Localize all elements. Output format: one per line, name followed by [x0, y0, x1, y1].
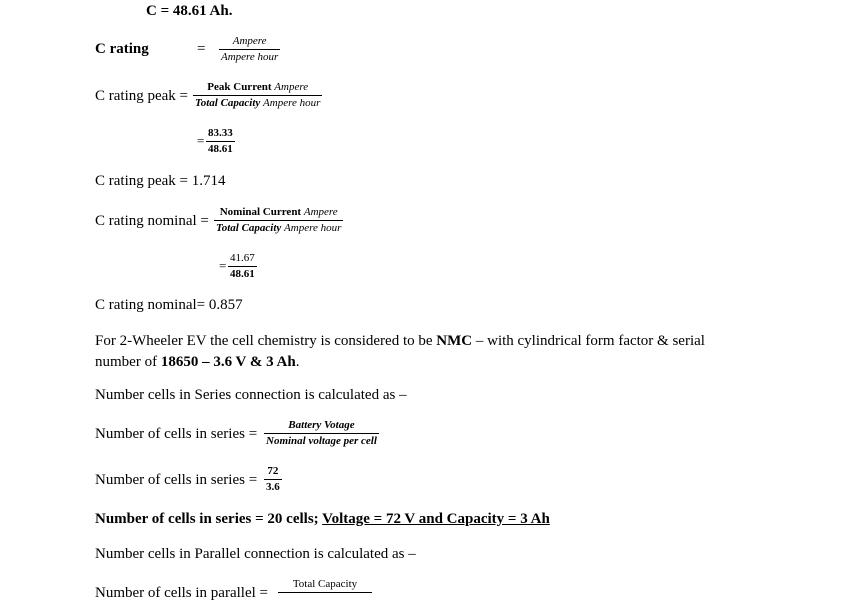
fraction-numerator: 72 — [267, 465, 279, 477]
equals-sign: = — [219, 258, 227, 273]
c-rating-nominal-label: C rating nominal = — [95, 213, 209, 229]
equals-sign: = — [197, 41, 206, 57]
fraction-denominator: Total Capacity Ampere hour — [216, 222, 342, 234]
series-intro: Number cells in Series connection is calculated as – — [95, 387, 407, 403]
fraction-denominator: 48.61 — [230, 268, 255, 280]
series-values-fraction — [264, 465, 282, 494]
fraction-numerator: Peak Current Ampere — [207, 81, 309, 93]
series-result: Number of cells in series = 20 cells; Voltage = 72 V and Capacity = 3 Ah — [95, 511, 550, 527]
c-rating-peak-result: C rating peak = 1.714 — [95, 173, 226, 189]
fraction-numerator: Battery Votage — [288, 419, 355, 431]
equals-sign: = — [197, 133, 205, 148]
fraction-numerator: Total Capacity — [292, 578, 358, 590]
series-formula-fraction — [264, 419, 379, 448]
c-rating-peak-label: C rating peak = — [95, 88, 189, 104]
series-formula-label: Number of cells in series = — [95, 426, 258, 442]
cell-chemistry-paragraph: For 2-Wheeler EV the cell chemistry is considered to be NMC – with cylindrical form factor & serial number of 18650 – 3.6 V & 3 Ah. — [95, 333, 705, 370]
fraction-denominator: 48.61 — [208, 143, 233, 155]
fraction-numerator: Ampere — [232, 35, 267, 47]
fraction-numerator: 41.67 — [230, 252, 255, 264]
fraction-denominator: Ampere hour — [221, 51, 279, 63]
series-values-label: Number of cells in series = — [95, 472, 258, 488]
parallel-formula-fraction — [278, 578, 372, 607]
c-rating-nominal-values-fraction — [228, 252, 257, 281]
c-rating-peak-fraction — [193, 81, 322, 110]
c-rating-nominal-result: C rating nominal= 0.857 — [95, 297, 243, 313]
c-rating-fraction — [219, 35, 280, 64]
fraction-denominator: 3.6 — [266, 481, 280, 493]
fraction-numerator: Nominal Current Ampere — [219, 206, 338, 218]
c-rating-nominal-fraction — [214, 206, 343, 235]
c-rating-peak-values-fraction — [206, 127, 235, 156]
capacity-value: C = 48.61 Ah. — [146, 3, 233, 19]
parallel-formula-label: Number of cells in parallel = — [95, 585, 268, 601]
c-rating-label: C rating — [95, 41, 149, 57]
parallel-intro: Number cells in Parallel connection is calculated as – — [95, 546, 416, 562]
fraction-denominator: Total Capacity Ampere hour — [195, 97, 321, 109]
fraction-numerator: 83.33 — [208, 127, 233, 139]
fraction-denominator: Nominal voltage per cell — [266, 435, 377, 447]
